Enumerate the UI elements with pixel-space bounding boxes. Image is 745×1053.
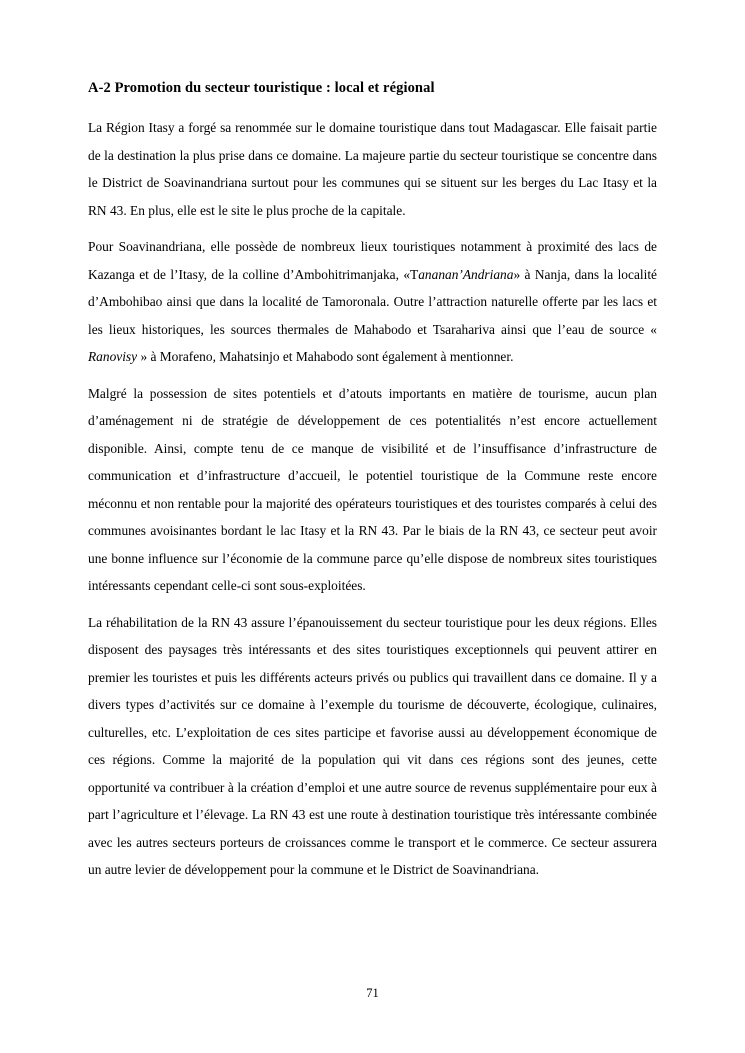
paragraph-2	[88, 233, 657, 371]
page-number: 71	[366, 986, 379, 1000]
paragraph-4: La réhabilitation de la RN 43 assure l’épanouissement du secteur touristique pour les deux régions. Elles disposent des paysages très intéressants et des sites touristiques exceptionnels qui peuvent attirer en premier les touristes et puis les différents acteurs privés ou publics qui travaillent dans ce domaine. Il y a divers types d’activités sur ce domaine à l’exemple du tourisme de découverte, écologique, culinaires, culturelles, etc. L’exploitation de ces sites participe et favorise aussi au développement économique de ces régions. Comme la majorité de la population qui vit dans ces régions sont des jeunes, cette opportunité va contribuer à la création d’emploi et une autre source de revenus supplémentaire pour eux à part l’agriculture et l’élevage. La RN 43 est une route à destination touristique très intéressante combinée avec les autres secteurs porteurs de croissances comme le transport et le commerce. Ce secteur assurera un autre levier de développement pour la commune et le District de Soavinandriana.	[88, 614, 657, 878]
page-title: A-2 Promotion du secteur touristique : local et régional	[88, 80, 435, 96]
paragraph-2-part-e: » à Morafeno, Mahatsinjo et Mahabodo sont également à mentionner.	[137, 349, 514, 365]
paragraph-3: Malgré la possession de sites potentiels et d’atouts importants en matière de tourisme, aucun plan d’aménagement ni de stratégie de développement de ces potentialités n’est encore actuellement disponible. Ainsi, compte tenu de ce manque de visibilité et de l’insuffisance d’infrastructure de communication et d’infrastructure d’accueil, le potentiel touristique de la Commune reste encore méconnu et non rentable pour la majorité des opérateurs touristiques et des touristes comparés à celui des communes avoisinantes bordant le lac Itasy et la RN 43. Par le biais de la RN 43, ce secteur peut avoir une bonne influence sur l’économie de la commune parce qu’elle dispose de nombreux sites touristiques intéressants cependant celle-ci sont sous-exploitées.	[88, 385, 657, 594]
paragraph-1: La Région Itasy a forgé sa renommée sur le domaine touristique dans tout Madagascar. Elle faisait partie de la destination la plus prise dans ce domaine. La majeure partie du secteur touristique se concentre dans le District de Soavinandriana surtout pour les communes qui se situent sur les berges du Lac Itasy et la RN 43. En plus, elle est le site le plus proche de la capitale.	[88, 120, 657, 218]
paragraph-2-part-c: » à Nanja, dans la localité d’Ambohibao ainsi que dans la localité de Tamoronala. Outre l’attraction naturelle offerte par les lacs et les lieux historiques, les sources thermales de Mahabodo et Tsarahariva ainsi que l’eau de source «	[88, 266, 657, 337]
paragraph-2-part-a: Pour Soavinandriana, elle possède de nombreux lieux touristiques notamment à proximité des lacs de Kazanga et de l’Itasy, de la colline d’Ambohitrimanjaka, «T	[88, 239, 657, 282]
paragraph-2-italic-ranovisy: Ranovisy	[88, 349, 138, 365]
paragraph-2-italic-tananandriana: ananan’Andriana	[418, 266, 514, 282]
